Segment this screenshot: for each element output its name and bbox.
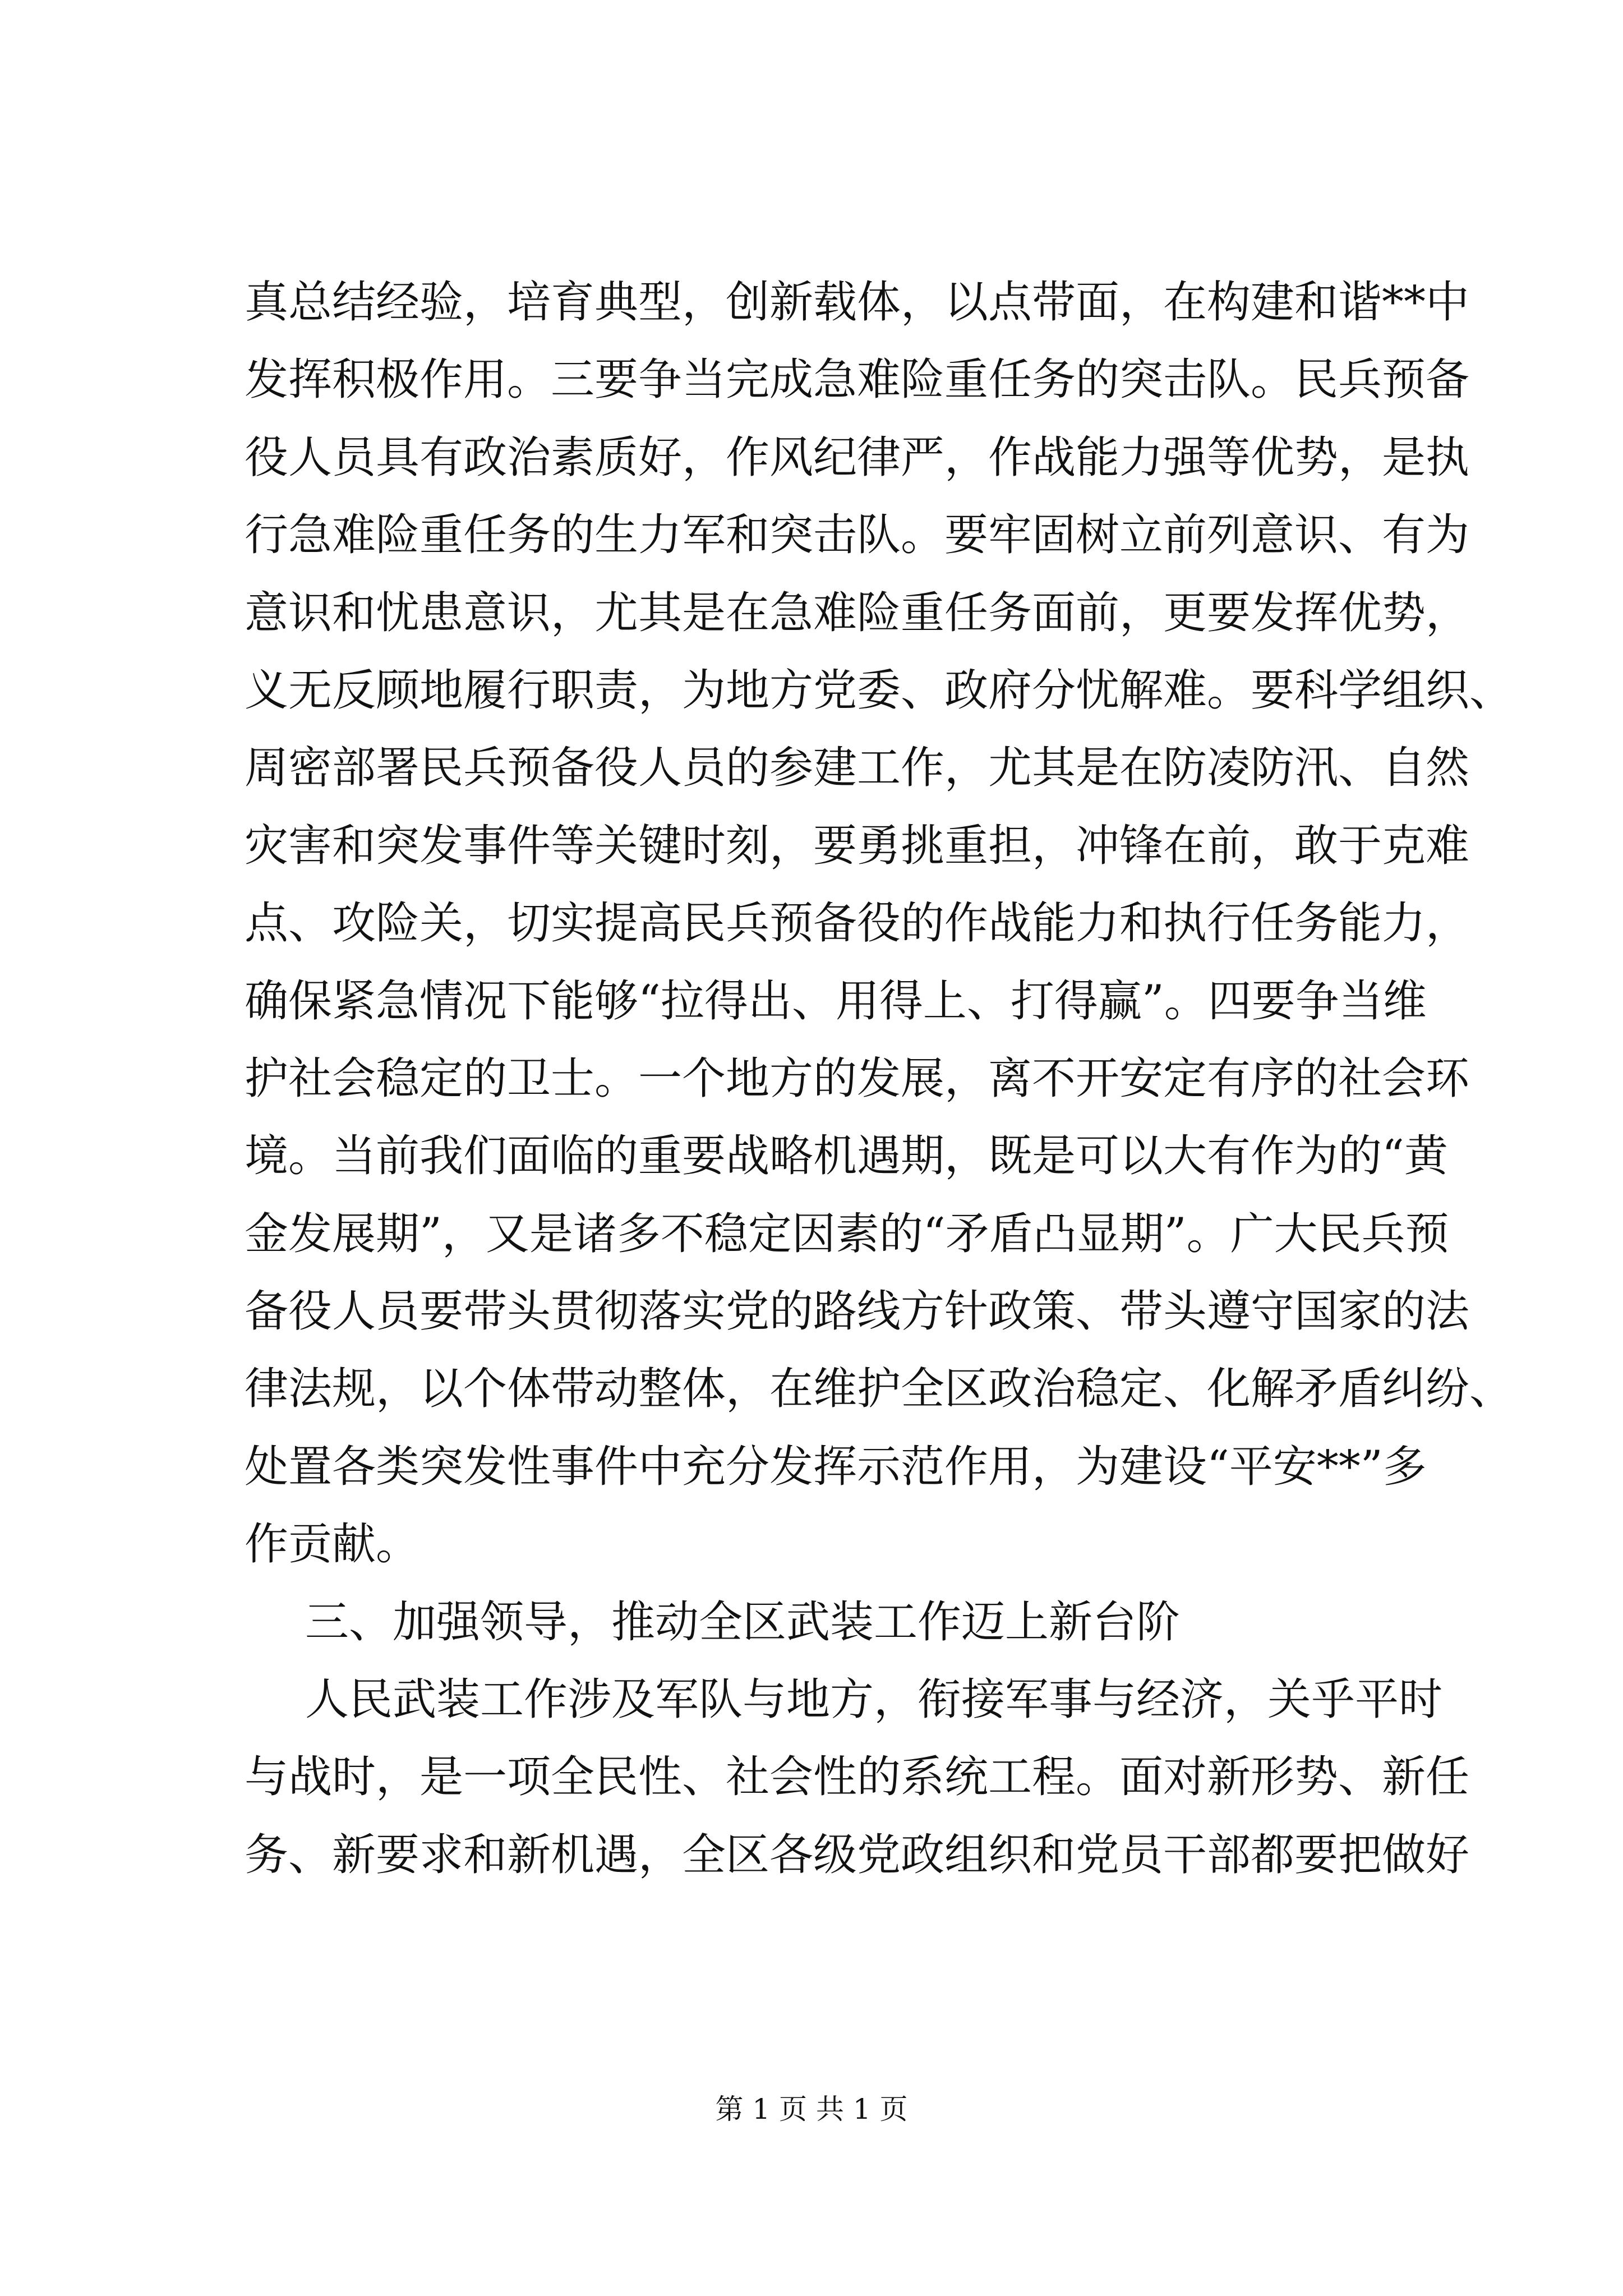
text-line: 金发展期”，又是诸多不稳定因素的“矛盾凸显期”。广大民兵预: [245, 1208, 1449, 1259]
text-line: 处置各类突发性事件中充分发挥示范作用，为建设“平安**”多: [245, 1441, 1427, 1492]
text-line: 点、攻险关，切实提高民兵预备役的作战能力和执行任务能力，: [245, 898, 1470, 949]
text-line: 行急难险重任务的生力军和突击队。要牢固树立前列意识、有为: [245, 510, 1470, 561]
text-line: 义无反顾地履行职责，为地方党委、政府分忧解难。要科学组织、: [245, 665, 1514, 716]
text-line: 护社会稳定的卫士。一个地方的发展，离不开安定有序的社会环: [245, 1053, 1470, 1104]
text-line: 律法规，以个体带动整体，在维护全区政治稳定、化解矛盾纠纷、: [245, 1364, 1514, 1415]
text-line: 灾害和突发事件等关键时刻，要勇挑重担，冲锋在前，敢于克难: [245, 820, 1470, 871]
text-line: 与战时，是一项全民性、社会性的系统工程。面对新形势、新任: [245, 1752, 1470, 1803]
text-line: 备役人员要带头贯彻落实党的路线方针政策、带头遵守国家的法: [245, 1286, 1470, 1337]
text-line: 境。当前我们面临的重要战略机遇期，既是可以大有作为的“黄: [245, 1131, 1448, 1182]
text-line: 周密部署民兵预备役人员的参建工作，尤其是在防凌防汛、自然: [245, 743, 1470, 794]
text-line: 真总结经验，培育典型，创新载体，以点带面，在构建和谐**中: [245, 277, 1470, 328]
text-line: 务、新要求和新机遇，全区各级党政组织和党员干部都要把做好: [245, 1829, 1470, 1880]
document-body: [245, 264, 1514, 1894]
text-line: 作贡献。: [245, 1519, 420, 1570]
section-heading: 三、加强领导，推动全区武装工作迈上新台阶: [305, 1596, 1181, 1648]
text-line: 人民武装工作涉及军队与地方，衔接军事与经济，关乎平时: [305, 1674, 1443, 1726]
page-footer: [0, 2090, 1623, 2129]
page-number-label: 第 1 页 共 1 页: [715, 2093, 908, 2125]
text-line: 发挥积极作用。三要争当完成急难险重任务的突击队。民兵预备: [245, 355, 1470, 406]
text-line: 确保紧急情况下能够“拉得出、用得上、打得赢”。四要争当维: [245, 976, 1427, 1027]
text-line: 役人员具有政治素质好，作风纪律严，作战能力强等优势，是执: [245, 432, 1470, 483]
text-line: 意识和忧患意识，尤其是在急难险重任务面前，更要发挥优势，: [245, 587, 1470, 638]
